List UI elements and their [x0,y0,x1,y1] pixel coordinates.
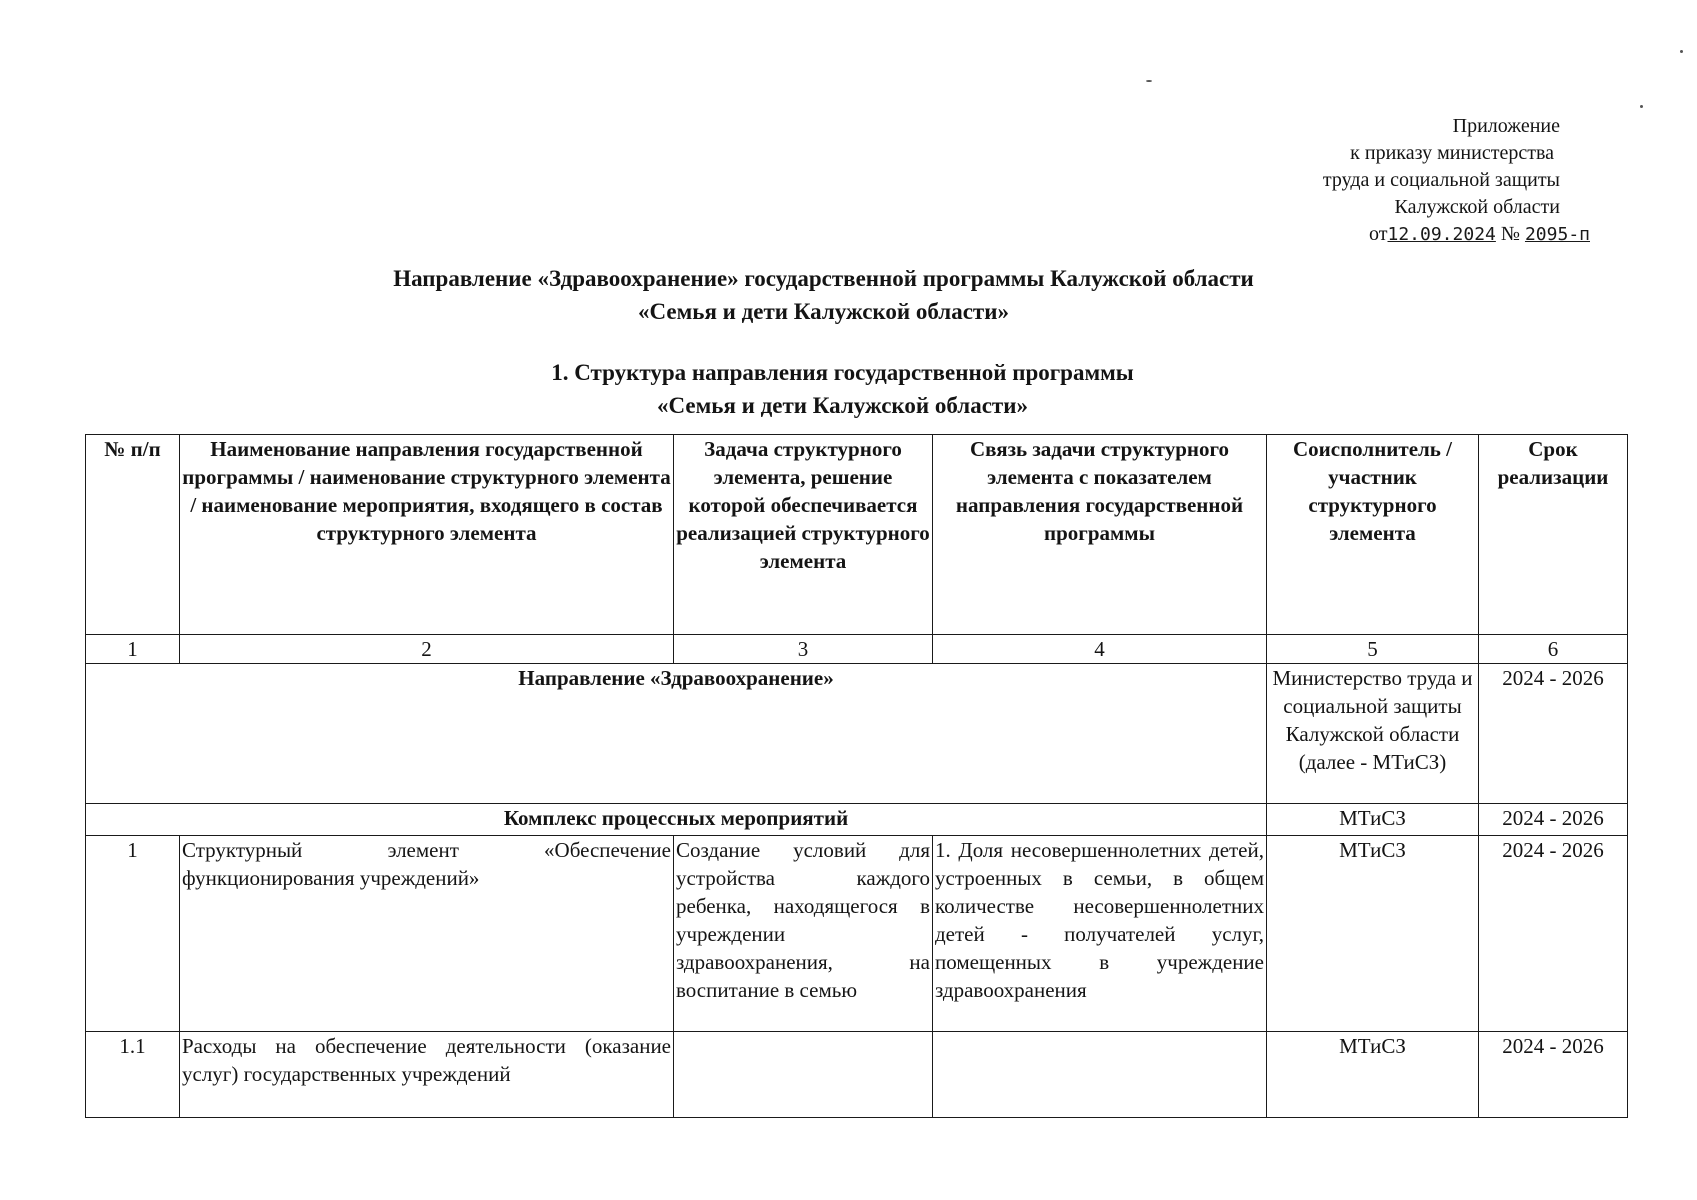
table-row [86,1032,1628,1118]
scan-speck [1680,50,1683,53]
header-number: № п/п [86,435,180,635]
appendix-region-line: Калужской области [1394,196,1560,218]
row-number: 1 [86,836,180,1032]
column-number: 4 [933,635,1267,664]
handwritten-number: 2095-п [1524,224,1590,245]
complex-executor: МТиСЗ [1267,804,1479,836]
date-prefix: от [1369,223,1388,245]
appendix-ministry-line: труда и социальной защиты [1322,169,1560,191]
header-period: Срок реализации [1479,435,1628,635]
direction-period: 2024 - 2026 [1479,664,1628,804]
direction-label: Направление «Здравоохранение» [86,664,1267,804]
number-prefix: № [1500,223,1520,245]
header-link: Связь задачи структурного элемента с показателем направления государственной программы [933,435,1267,635]
column-number-row [86,635,1628,664]
row-executor: МТиСЗ [1267,836,1479,1032]
row-period: 2024 - 2026 [1479,836,1628,1032]
section-title-line2: «Семья и дети Калужской области» [657,393,1028,418]
direction-executor: Министерство труда и социальной защиты Калужской области (далее - МТиСЗ) [1267,664,1479,804]
column-number: 6 [1479,635,1628,664]
header-task: Задача структурного элемента, решение которой обеспечивается реализацией структурного элемента [674,435,933,635]
complex-label: Комплекс процессных мероприятий [86,804,1267,836]
row-number: 1.1 [86,1032,180,1118]
column-number: 2 [180,635,674,664]
complex-row [86,804,1628,836]
document-title-line1: Направление «Здравоохранение» государственной программы Калужской области [393,266,1254,291]
row-task [674,1032,933,1118]
document-title [0,262,1672,328]
row-link: 1. Доля несовершеннолетних детей, устроенных в семьи, в общем количестве несовершеннолетних детей - получателей услуг, помещенных в учреждение здравоохранения [933,836,1267,1032]
header-row [86,435,1628,635]
row-period: 2024 - 2026 [1479,1032,1628,1118]
table-row [86,836,1628,1032]
appendix-title: Приложение [1452,115,1560,137]
appendix-block [1270,113,1590,248]
structure-table [85,434,1628,1118]
scan-speck [1146,80,1152,82]
scan-speck [1640,105,1643,108]
section-title [0,356,1691,422]
handwritten-date: 12.09.2024 [1387,224,1496,245]
row-executor: МТиСЗ [1267,1032,1479,1118]
section-title-line1: 1. Структура направления государственной программы [551,360,1134,385]
row-link [933,1032,1267,1118]
column-number: 5 [1267,635,1479,664]
document-title-line2: «Семья и дети Калужской области» [638,299,1009,324]
appendix-date-line [1270,221,1590,248]
header-name: Наименование направления государственной программы / наименование структурного элемента / наименование мероприятия, входящего в состав структурного элемента [180,435,674,635]
appendix-order-line: к приказу министерства [1350,142,1554,164]
row-task: Создание условий для устройства каждого ребенка, находящегося в учреждении здравоохранения, на воспитание в семью [674,836,933,1032]
row-name: Структурный элемент «Обеспечение функционирования учреждений» [180,836,674,1032]
header-executor: Соисполнитель / участник структурного элемента [1267,435,1479,635]
column-number: 3 [674,635,933,664]
direction-row [86,664,1628,804]
column-number: 1 [86,635,180,664]
complex-period: 2024 - 2026 [1479,804,1628,836]
row-name: Расходы на обеспечение деятельности (оказание услуг) государственных учреждений [180,1032,674,1118]
